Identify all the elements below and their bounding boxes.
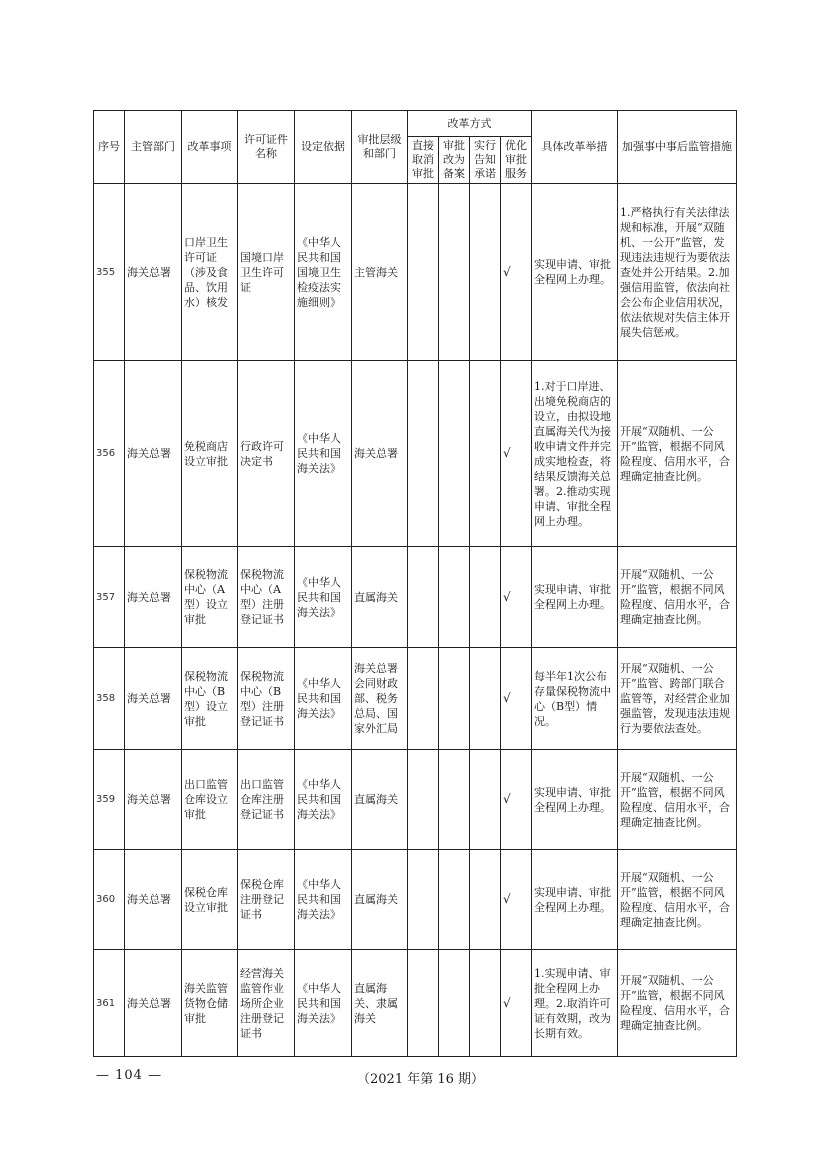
cell-dept: 海关总署	[125, 648, 182, 750]
cell-level: 直属海关	[352, 750, 408, 850]
header-basis: 设定依据	[295, 111, 352, 184]
table-row	[94, 361, 737, 547]
cell-basis: 《中华人民共和国国境卫生检疫法实施细则》	[295, 184, 352, 361]
cell-dept: 海关总署	[125, 361, 182, 547]
cell-method-cancel	[408, 648, 439, 750]
cell-method-cancel	[408, 750, 439, 850]
cell-method-cancel	[408, 850, 439, 950]
cell-method-optimize: √	[501, 950, 532, 1057]
cell-method-optimize: √	[501, 850, 532, 950]
cell-item: 海关监管货物仓储审批	[182, 950, 238, 1057]
cell-item: 保税物流中心（B型）设立审批	[182, 648, 238, 750]
header-level: 审批层级和部门	[352, 111, 408, 184]
cell-method-cancel	[408, 547, 439, 648]
cell-level: 直属海关	[352, 547, 408, 648]
cell-supervision: 1.严格执行有关法律法规和标准，开展“双随机、一公开”监管，发现违法违规行为要依法查处并公开结果。2.加强信用监管，依法向社会公布企业信用状况，依法依规对失信主体开展失信惩戒。	[618, 184, 737, 361]
cell-level: 主管海关	[352, 184, 408, 361]
cell-method-commitment	[470, 850, 501, 950]
cell-basis: 《中华人民共和国海关法》	[295, 750, 352, 850]
cell-method-cancel	[408, 184, 439, 361]
cell-measures: 每半年1次公布存量保税物流中心（B型）情况。	[532, 648, 618, 750]
cell-method-optimize: √	[501, 361, 532, 547]
cell-seq: 355	[94, 184, 125, 361]
cell-item: 免税商店设立审批	[182, 361, 238, 547]
cell-basis: 《中华人民共和国海关法》	[295, 950, 352, 1057]
cell-level: 直属海关	[352, 850, 408, 950]
cell-license: 国境口岸卫生许可证	[238, 184, 295, 361]
header-supervision: 加强事中事后监管措施	[618, 111, 737, 184]
cell-license: 出口监管仓库注册登记证书	[238, 750, 295, 850]
cell-item: 口岸卫生许可证（涉及食品、饮用水）核发	[182, 184, 238, 361]
cell-measures: 实现申请、审批全程网上办理。	[532, 850, 618, 950]
cell-license: 行政许可决定书	[238, 361, 295, 547]
page-number: — 104 —	[96, 1068, 163, 1083]
cell-level: 直属海关、隶属海关	[352, 950, 408, 1057]
cell-level: 海关总署	[352, 361, 408, 547]
table-row	[94, 950, 737, 1057]
cell-measures: 实现申请、审批全程网上办理。	[532, 547, 618, 648]
header-method-cancel: 直接取消审批	[408, 137, 439, 184]
cell-method-filing	[439, 547, 470, 648]
cell-seq: 358	[94, 648, 125, 750]
cell-supervision: 开展“双随机、一公开”监管，根据不同风险程度、信用水平，合理确定抽查比例。	[618, 547, 737, 648]
cell-basis: 《中华人民共和国海关法》	[295, 361, 352, 547]
cell-method-commitment	[470, 184, 501, 361]
cell-seq: 359	[94, 750, 125, 850]
cell-method-commitment	[470, 547, 501, 648]
header-method-optimize: 优化审批服务	[501, 137, 532, 184]
cell-dept: 海关总署	[125, 950, 182, 1057]
cell-license: 保税仓库注册登记证书	[238, 850, 295, 950]
cell-method-cancel	[408, 950, 439, 1057]
cell-supervision: 开展“双随机、一公开”监管，根据不同风险程度、信用水平，合理确定抽查比例。	[618, 361, 737, 547]
cell-basis: 《中华人民共和国海关法》	[295, 850, 352, 950]
header-seq: 序号	[94, 111, 125, 184]
cell-measures: 1.实现申请、审批全程网上办理。2.取消许可证有效期，改为长期有效。	[532, 950, 618, 1057]
cell-supervision: 开展“双随机、一公开”监管、跨部门联合监管等，对经营企业加强监管，发现违法违规行为要依法查处。	[618, 648, 737, 750]
cell-method-commitment	[470, 648, 501, 750]
cell-dept: 海关总署	[125, 750, 182, 850]
cell-supervision: 开展“双随机、一公开”监管，根据不同风险程度、信用水平，合理确定抽查比例。	[618, 850, 737, 950]
cell-level: 海关总署会同财政部、税务总局、国家外汇局	[352, 648, 408, 750]
header-license: 许可证件名称	[238, 111, 295, 184]
cell-method-optimize: √	[501, 648, 532, 750]
table-row	[94, 547, 737, 648]
cell-method-commitment	[470, 361, 501, 547]
cell-measures: 实现申请、审批全程网上办理。	[532, 184, 618, 361]
cell-dept: 海关总署	[125, 850, 182, 950]
cell-method-commitment	[470, 950, 501, 1057]
cell-measures: 1.对于口岸进、出境免税商店的设立，由拟设地直属海关代为接收申请文件并完成实地检查，将结果反馈海关总署。2.推动实现申请、审批全程网上办理。	[532, 361, 618, 547]
cell-measures: 实现申请、审批全程网上办理。	[532, 750, 618, 850]
table-row	[94, 750, 737, 850]
cell-item: 保税仓库设立审批	[182, 850, 238, 950]
cell-seq: 360	[94, 850, 125, 950]
cell-method-filing	[439, 184, 470, 361]
header-method-filing: 审批改为备案	[439, 137, 470, 184]
issue-label: （2021 年第 16 期）	[357, 1072, 485, 1087]
cell-method-filing	[439, 750, 470, 850]
header-item: 改革事项	[182, 111, 238, 184]
cell-seq: 357	[94, 547, 125, 648]
cell-method-optimize: √	[501, 184, 532, 361]
cell-method-optimize: √	[501, 547, 532, 648]
cell-method-commitment	[470, 750, 501, 850]
cell-method-optimize: √	[501, 750, 532, 850]
cell-basis: 《中华人民共和国海关法》	[295, 648, 352, 750]
table-row	[94, 184, 737, 361]
cell-seq: 356	[94, 361, 125, 547]
table-row	[94, 648, 737, 750]
cell-method-filing	[439, 850, 470, 950]
cell-basis: 《中华人民共和国海关法》	[295, 547, 352, 648]
cell-seq: 361	[94, 950, 125, 1057]
cell-method-cancel	[408, 361, 439, 547]
cell-supervision: 开展“双随机、一公开”监管，根据不同风险程度、信用水平，合理确定抽查比例。	[618, 950, 737, 1057]
reform-table	[93, 110, 737, 1057]
cell-dept: 海关总署	[125, 184, 182, 361]
cell-license: 保税物流中心（A型）注册登记证书	[238, 547, 295, 648]
cell-supervision: 开展“双随机、一公开”监管，根据不同风险程度、信用水平，合理确定抽查比例。	[618, 750, 737, 850]
header-method: 改革方式	[408, 111, 532, 137]
header-dept: 主管部门	[125, 111, 182, 184]
cell-method-filing	[439, 648, 470, 750]
table-row	[94, 850, 737, 950]
cell-dept: 海关总署	[125, 547, 182, 648]
cell-license: 经营海关监管作业场所企业注册登记证书	[238, 950, 295, 1057]
header-method-commitment: 实行告知承诺	[470, 137, 501, 184]
cell-method-filing	[439, 361, 470, 547]
header-measures: 具体改革举措	[532, 111, 618, 184]
cell-item: 出口监管仓库设立审批	[182, 750, 238, 850]
cell-item: 保税物流中心（A型）设立审批	[182, 547, 238, 648]
cell-method-filing	[439, 950, 470, 1057]
cell-license: 保税物流中心（B型）注册登记证书	[238, 648, 295, 750]
